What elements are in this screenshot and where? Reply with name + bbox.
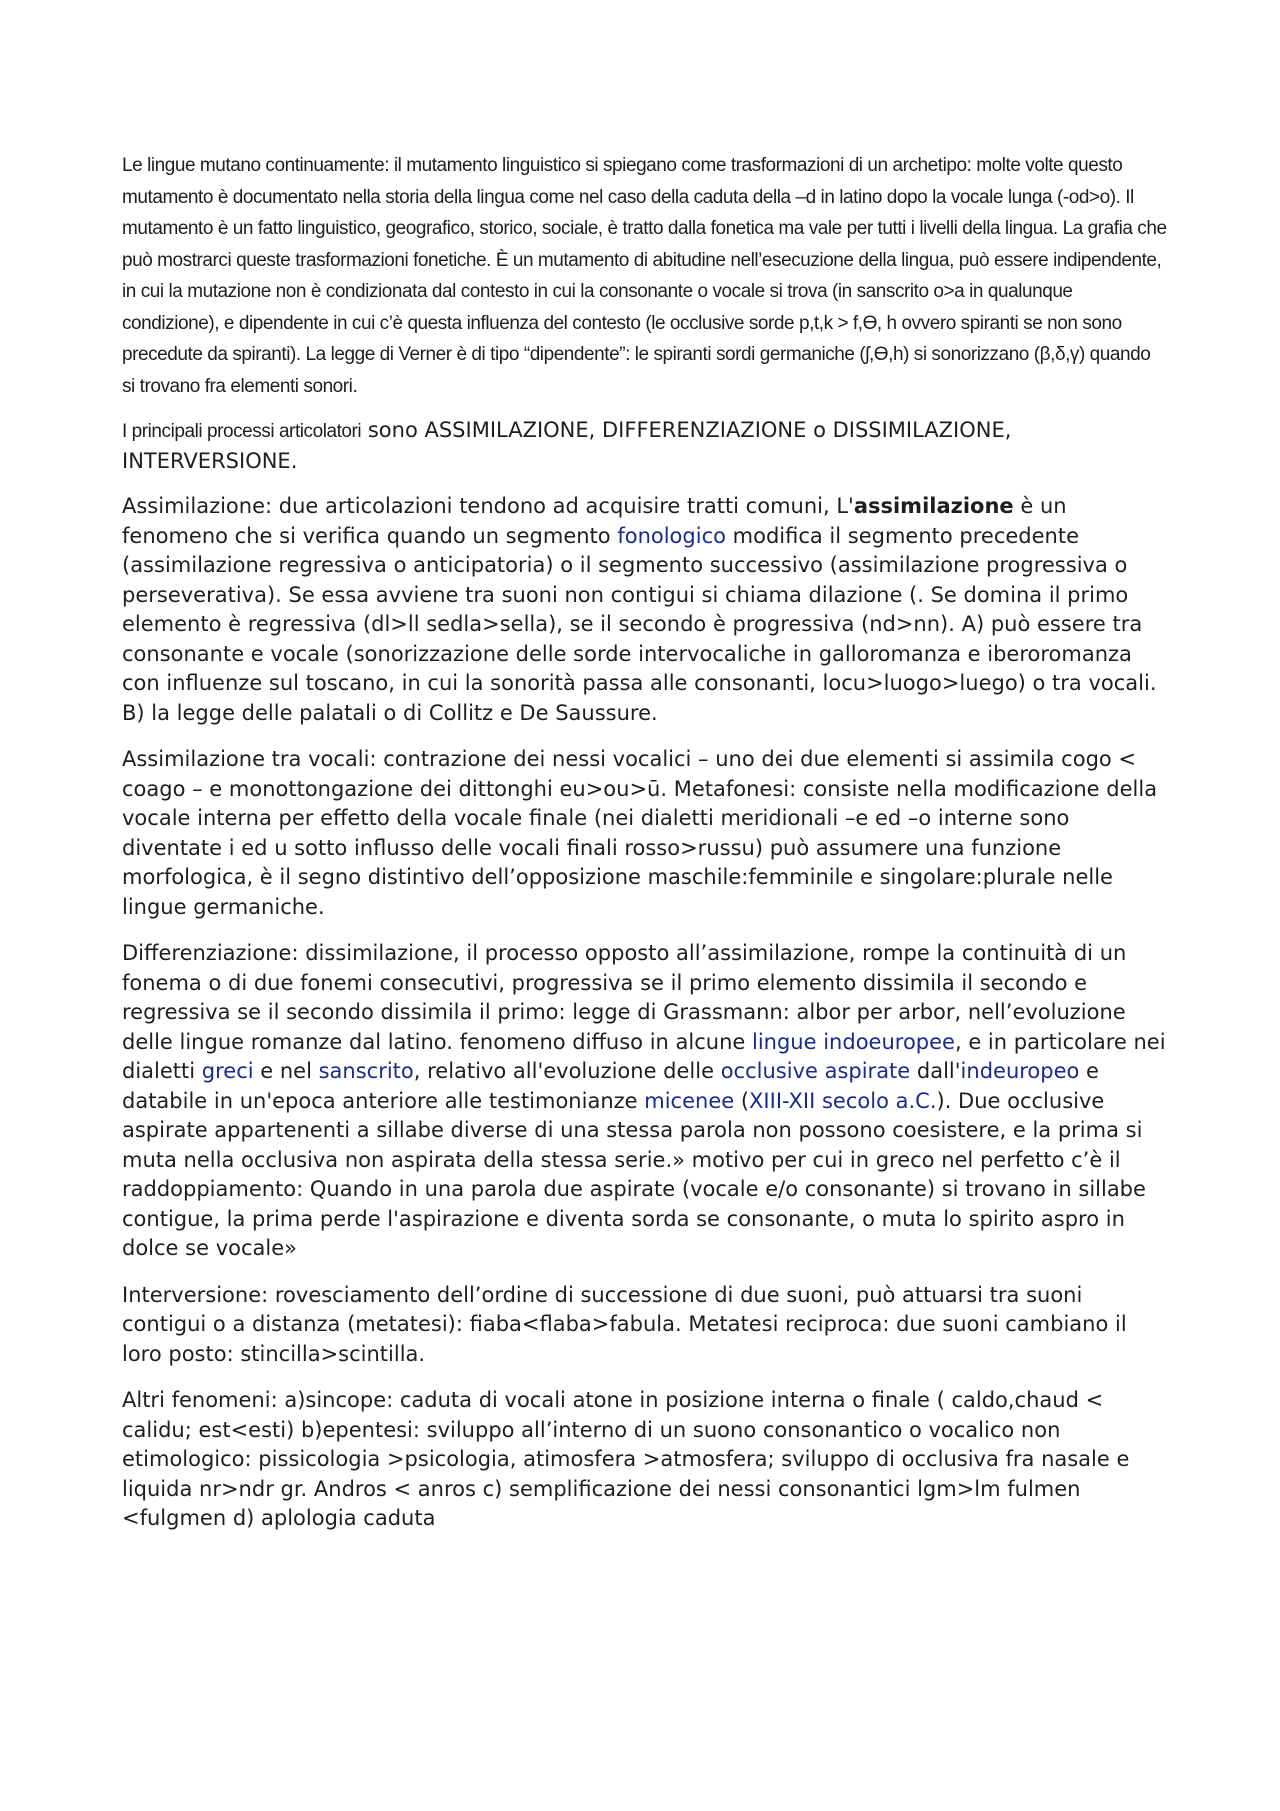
paragraph-differenziazione [122,939,1167,1264]
paragraph-interversione: Interversione: rovesciamento dell’ordine di successione di due suoni, può attuarsi tra suoni contigui o a distanza (metatesi): fiaba<flaba>fabula. Metatesi reciproca: due suoni cambiano il loro posto: stincilla>scintilla. [122,1282,1127,1366]
paragraph-altri-fenomeni: Altri fenomeni: a)sincope: caduta di vocali atone in posizione interna o finale ( caldo,chaud < calidu; est<esti) b)epentesi: sviluppo all’interno di un suono consonantico o vocalico non etimologico: pissicologia >psicologia, atimosfera >atmosfera; sviluppo di occlusiva fra nasale e liquida nr>ndr gr. Andros < anros c) semplificazione dei nessi consonantici lgm>lm fulmen <fulgmen d) aplologia caduta [122,1388,1130,1530]
link-secolo[interactable]: XIII-XII secolo a.C. [749,1088,937,1113]
link-fonologico[interactable]: fonologico [617,523,726,548]
link-greci[interactable]: greci [201,1059,254,1083]
link-lingue-indoeuropee[interactable]: lingue indoeuropee [752,1029,955,1054]
paragraph-assimilazione-vocali: Assimilazione tra vocali: contrazione dei nessi vocalici – uno dei due elementi si assimila cogo < coago – e monottongazione dei dittonghi eu>ou>ū. Metafonesi: consiste nella modificazione della vocale interna per effetto della vocale finale (nei dialetti meridionali –e ed –o interne sono diventate i ed u sotto influsso delle vocali finali rosso>russu) può assumere una funzione morfologica, è il segno distintivo dell’opposizione maschile:femminile e singolare:plurale nelle lingue germaniche. [122,747,1158,919]
link-micenee[interactable]: micenee [644,1088,735,1113]
link-occlusive-aspirate[interactable]: occlusive aspirate [720,1059,911,1083]
paragraph-assimilazione [122,492,1167,728]
paragraph-intro: Le lingue mutano continuamente: il mutamento linguistico si spiegano come trasformazioni di un archetipo: molte volte questo mutamento è documentato nella storia della lingua come nel caso della caduta della –d in latino dopo la vocale lunga (-od>o). Il mutamento è un fatto linguistico, geografico, storico, sociale, è tratto dalla fonetica ma vale per tutti i livelli della lingua. La grafia che può mostrarci queste trasformazioni fonetiche. È un mutamento di abitudine nell’esecuzione della lingua, può essere indipendente, in cui la mutazione non è condizionata dal contesto in cui la consonante o vocale si trova (in sanscrito o>a in qualunque condizione), e dipendente in cui c’è questa influenza del contesto (le occlusive sorde p,t,k > f,Ɵ, h ovvero spiranti se non sono precedute da spiranti). La legge di Verner è di tipo “dipendente”: le spiranti sordi germaniche (ʃ,Ɵ,h) si sonorizzano (β,δ,γ) quando si trovano fra elementi sonori. [122,155,1167,397]
text-run: ). Due occlusive aspirate appartenenti a sillabe diverse di una stessa parola non possono coesistere, e la prima si muta nella occlusiva non aspirata della stessa serie.» motivo per cui in greco nel perfetto c’è il raddoppiamento: Quando in una parola due aspirate (vocale e/o consonante) si trovano in sillabe contigue, la prima perde l'aspirazione e diventa sorda se consonante, o muta lo spirito aspro in dolce se vocale» [122,1088,1146,1260]
text-run: , e in particolare nei dialetti [122,1029,1166,1083]
paragraph-processi [122,416,1167,476]
link-indeuropeo[interactable]: indeuropeo [960,1059,1080,1083]
text-run: è un fenomeno che si verifica quando un segmento [122,494,1067,548]
processi-list: sono ASSIMILAZIONE, DIFFERENZIAZIONE o DISSIMILAZIONE, INTERVERSIONE. [122,418,1012,473]
link-sanscrito[interactable]: sanscrito [318,1059,414,1083]
text-run: modifica il segmento precedente (assimilazione regressiva o anticipatoria) o il segmento successivo (assimilazione progressiva o perseverativa). Se essa avviene tra suoni non contigui si chiama dilazione (. Se domina il primo elemento è regressiva (dl>ll sedla>sella), se il secondo è progressiva (nd>nn). A) può essere tra consonante e vocale (sonorizzazione delle sorde intervocaliche in galloromanza e iberoromanza con influenze sul toscano, in cui la sonorità passa alle consonanti, locu>luogo>luego) o tra vocali. B) la legge delle palatali o di Collitz e De Saussure. [122,523,1157,725]
processi-lead: I principali processi articolatori [122,421,362,442]
text-run: Assimilazione: due articolazioni tendono ad acquisire tratti comuni, L' [122,494,854,518]
text-run: e nel [253,1059,319,1083]
bold-term-assimilazione: assimilazione [853,494,1014,518]
text-run: ( [734,1088,750,1113]
text-run: , relativo all'evoluzione delle [413,1059,721,1083]
text-run: dall' [910,1059,961,1083]
text-run: Differenziazione: dissimilazione, il processo opposto all’assimilazione, rompe la continuità di un fonema o di due fonemi consecutivi, progressiva se il primo elemento dissimila il secondo e regressiva se il secondo dissimila il primo: legge di Grassmann: albor per arbor, nell’evoluzione delle lingue romanze dal latino. fenomeno diffuso in alcune [122,941,1127,1054]
document-body [122,150,1167,1551]
text-run: e databile in un'epoca anteriore alle testimonianze [122,1059,1099,1113]
